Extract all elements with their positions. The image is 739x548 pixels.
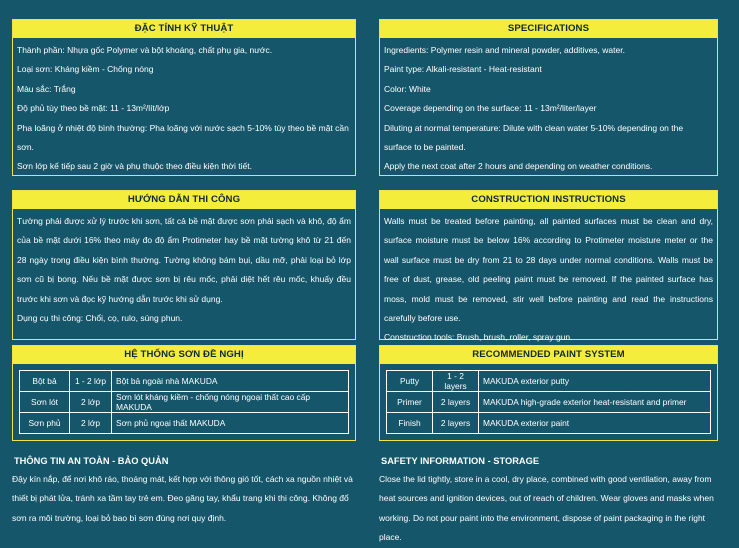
features-title-en: SPECIFICATIONS (380, 20, 717, 38)
safety-title-en: SAFETY INFORMATION - STORAGE (381, 456, 540, 466)
paint-system-table-en (386, 370, 711, 434)
layers-cell: 1 - 2 lớp (70, 371, 112, 392)
table-row (387, 413, 711, 434)
coat-cell: Finish (387, 413, 433, 434)
paint-system-title-en: RECOMMENDED PAINT SYSTEM (380, 346, 717, 364)
feature-line: Thành phần: Nhựa gốc Polymer và bột khoáng, chất phụ gia, nước. (17, 45, 273, 55)
table-row (387, 392, 711, 413)
feature-line: Paint type: Alkali-resistant - Heat-resistant (384, 64, 542, 75)
feature-line: Độ phủ tùy theo bề mặt: 11 - 13m²/lít/lớp (17, 103, 170, 114)
instructions-title-en: CONSTRUCTION INSTRUCTIONS (380, 191, 717, 209)
paint-system-section-vi (12, 345, 356, 441)
layers-cell: 2 lớp (70, 392, 112, 413)
table-row (20, 371, 349, 392)
product-cell: Sơn phủ ngoại thất MAKUDA (112, 413, 349, 434)
instructions-section-vi (12, 190, 356, 340)
feature-line: Sơn lớp kế tiếp sau 2 giờ và phụ thuộc theo điều kiện thời tiết. (17, 161, 252, 172)
instructions-paragraph-en: Walls must be treated before painting, all painted surfaces must be clean and dry, surface moisture must be below 16% according to Protimeter moisture meter or the wall surface must be dry from 21 to 28 days under normal conditions. Walls must be free of dust, grease, old peeling paint must be removed. If the painted surface has moss, mold must be removed, stir well before painting and read the instructions carefully before use. (384, 216, 713, 324)
safety-text-en: Close the lid tightly, store in a cool, dry place, combined with good ventilation, away from heat sources and ignition devices, out of reach of children. Wear gloves and masks when working. Do not pour paint into the environment, dispose of paint packaging in the right place. (379, 474, 714, 543)
table-row (387, 371, 711, 392)
paint-system-title-vi: HỆ THỐNG SƠN ĐỀ NGHỊ (13, 346, 355, 364)
instructions-title-vi: HƯỚNG DẪN THI CÔNG (13, 191, 355, 209)
feature-line: Pha loãng ở nhiệt độ bình thường: Pha loãng với nước sạch 5-10% tùy theo bề mặt cần sơn. (17, 122, 349, 153)
safety-title-vi: THÔNG TIN AN TOÀN - BẢO QUẢN (14, 456, 169, 466)
instructions-tools-en: Construction tools: Brush, brush, roller, spray gun. (384, 332, 573, 343)
feature-line: Ingredients: Polymer resin and mineral powder, additives, water. (384, 45, 625, 55)
product-cell: MAKUDA high-grade exterior heat-resistant and primer (479, 392, 711, 413)
paint-system-table-vi (19, 370, 349, 434)
layers-cell: 2 layers (433, 392, 479, 413)
instructions-paragraph-vi: Tường phải được xử lý trước khi sơn, tất cả bề mặt được sơn phải sạch và khô, độ ẩm của bề mặt dưới 16% theo máy đo độ ẩm Protimeter hay bề mặt tường khô từ 21 đến 28 ngày trong điều kiện bình thường. Tường không bám bụi, dầu mỡ, phải loại bỏ lớp sơn cũ bị bong. Nếu bề mặt được sơn bị rêu mốc, phải diệt hết rêu mốc, khuấy đều trước khi sơn và đọc kỹ hướng dẫn trước khi sử dụng. (17, 216, 351, 304)
product-cell: Sơn lót kháng kiềm - chống nóng ngoại thất cao cấp MAKUDA (112, 392, 349, 413)
features-section-en (379, 19, 718, 176)
safety-text-vi: Đậy kín nắp, để nơi khô ráo, thoáng mát, kết hợp với thông gió tốt, cách xa nguồn nhiệt và thiết bị phát lửa, tránh xa tầm tay trẻ em. Đeo găng tay, khẩu trang khi thi công. Không đổ sơn ra môi trường, loại bỏ bao bì sơn đúng nơi quy định. (12, 474, 353, 523)
layers-cell: 1 - 2 layers (433, 371, 479, 392)
feature-line: Color: White (384, 83, 431, 94)
layers-cell: 2 lớp (70, 413, 112, 434)
coat-cell: Sơn lót (20, 392, 70, 413)
features-body-en (380, 38, 717, 177)
instructions-body-vi (13, 209, 355, 328)
product-cell: Bột bả ngoài nhà MAKUDA (112, 371, 349, 392)
table-row (20, 392, 349, 413)
instructions-tools-vi: Dụng cụ thi công: Chổi, cọ, rulo, súng phun. (17, 313, 183, 324)
feature-line: Loại sơn: Kháng kiềm - Chống nóng (17, 64, 154, 75)
layers-cell: 2 layers (433, 413, 479, 434)
feature-line: Coverage depending on the surface: 11 - 13m²/liter/layer (384, 103, 597, 114)
paint-system-section-en (379, 345, 718, 441)
instructions-body-en (380, 209, 717, 348)
table-row (20, 413, 349, 434)
coat-cell: Sơn phủ (20, 413, 70, 434)
coat-cell: Bột bả (20, 371, 70, 392)
product-cell: MAKUDA exterior putty (479, 371, 711, 392)
coat-cell: Primer (387, 392, 433, 413)
feature-line: Apply the next coat after 2 hours and depending on weather conditions. (384, 161, 653, 172)
feature-line: Diluting at normal temperature: Dilute with clean water 5-10% depending on the surface to be painted. (384, 122, 684, 153)
features-title-vi: ĐẶC TÍNH KỸ THUẬT (13, 20, 355, 38)
instructions-section-en (379, 190, 718, 343)
features-body-vi (13, 38, 355, 177)
coat-cell: Putty (387, 371, 433, 392)
features-section-vi (12, 19, 356, 176)
product-cell: MAKUDA exterior paint (479, 413, 711, 434)
feature-line: Màu sắc: Trắng (17, 83, 76, 94)
